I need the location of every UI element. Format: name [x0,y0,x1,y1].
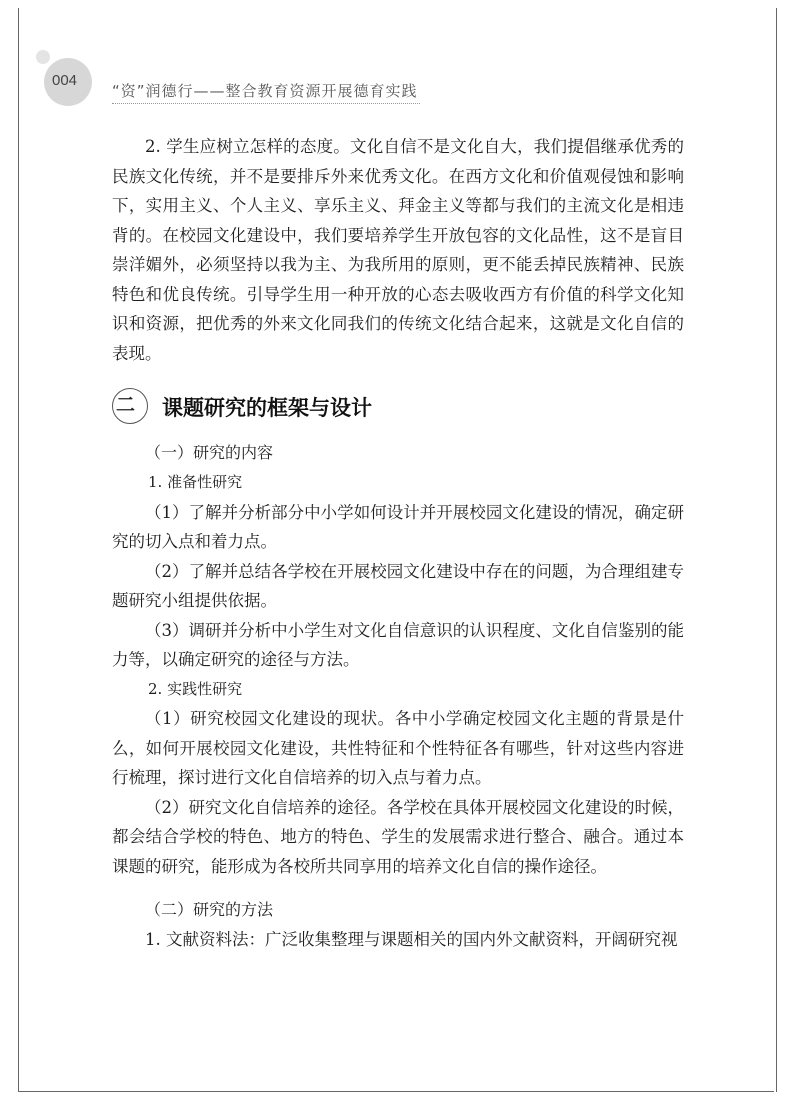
decorative-dot [36,50,50,64]
method-text: 广泛收集整理与课题相关的国内外文献资料，开阔研究视 [265,930,678,949]
body-paragraph: 2. 学生应树立怎样的态度。文化自信不是文化自大，我们提倡继承优秀的民族文化传统，并不是要排斥外来优秀文化。在西方文化和价值观侵蚀和影响下，实用主义、个人主义、享乐主义、拜金主义等都与我们的主流文化是相违背的。在校园文化建设中，我们要培养学生开放包容的文化品性，这不是盲目崇洋媚外，必须坚持以我为主、为我所用的原则，更不能丢掉民族精神、民族特色和优良传统。引导学生用一种开放的心态去吸收西方有价值的科学文化知识和资源，把优秀的外来文化同我们的传统文化结合起来，这就是文化自信的表现。 [112,137,684,363]
list-paragraph: （2）研究文化自信培养的途径。各学校在具体开展校园文化建设的时候，都会结合学校的特色、地方的特色、学生的发展需求进行整合、融合。通过本课题的研究，能形成为各校所共同享用的培养文化自信的操作途径。 [112,797,684,876]
list-paragraph: （1）研究校园文化建设的现状。各中小学确定校园文化主题的背景是什么，如何开展校园文化建设，共性特征和个性特征各有哪些，针对这些内容进行梳理，探讨进行文化自信培养的切入点与着力点。 [112,709,684,787]
page-number: 004 [52,72,78,89]
list-paragraph: （3）调研并分析中小学生对文化自信意识的认识程度、文化自信鉴别的能力等，以确定研究的途径与方法。 [112,620,684,669]
page-edge-line [776,8,777,1092]
section-heading [112,384,684,434]
item-title: 1. 准备性研究 [148,473,243,491]
list-paragraph: （2）了解并总结各学校在开展校园文化建设中存在的问题，为合理组建专题研究小组提供依据。 [112,561,684,610]
list-paragraph: （1）了解并分析部分中小学如何设计并开展校园文化建设的情况，确定研究的切入点和着力点。 [112,502,684,551]
page-content [112,132,684,955]
subsection-title: （一）研究的内容 [145,443,274,462]
item-title: 2. 实践性研究 [148,679,243,698]
method-label: 1. 文献资料法： [145,930,265,949]
section-title: 课题研究的框架与设计 [162,396,372,420]
section-number: 二 [116,394,136,416]
subsection-title: （二）研究的方法 [145,900,274,919]
running-title: “资”润德行——整合教育资源开展德育实践 [112,82,418,100]
header-rule [112,103,420,104]
method-paragraph [112,925,684,955]
